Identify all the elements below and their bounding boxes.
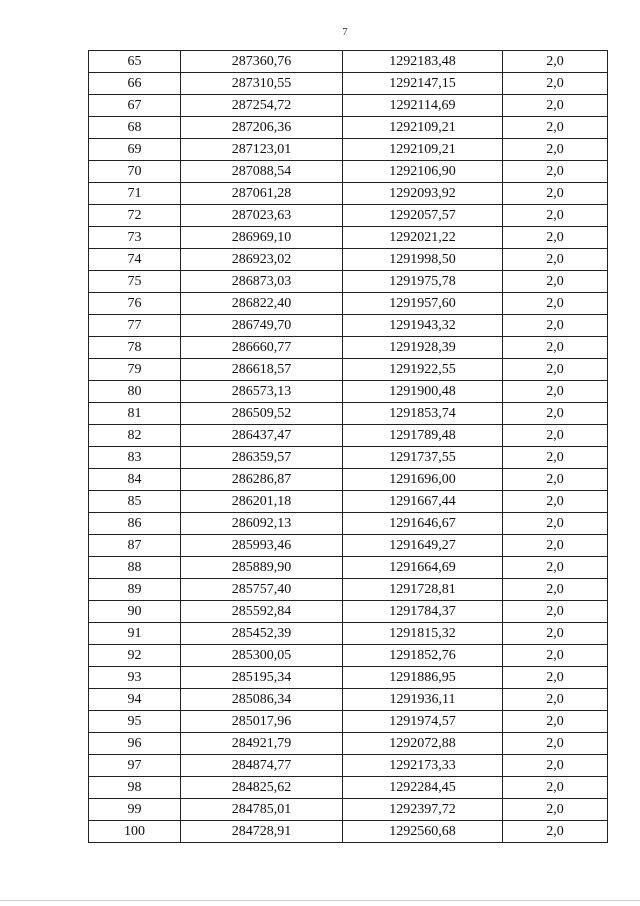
point-number-cell: 72 [89, 205, 181, 227]
x-coordinate-cell: 286873,03 [181, 271, 343, 293]
x-coordinate-cell: 287061,28 [181, 183, 343, 205]
accuracy-cell: 2,0 [503, 425, 608, 447]
table-row [89, 777, 608, 799]
accuracy-cell: 2,0 [503, 161, 608, 183]
accuracy-cell: 2,0 [503, 51, 608, 73]
x-coordinate-cell: 285017,96 [181, 711, 343, 733]
table-row [89, 469, 608, 491]
table-row [89, 733, 608, 755]
accuracy-cell: 2,0 [503, 689, 608, 711]
table-row [89, 491, 608, 513]
x-coordinate-cell: 287206,36 [181, 117, 343, 139]
y-coordinate-cell: 1291696,00 [343, 469, 503, 491]
accuracy-cell: 2,0 [503, 733, 608, 755]
accuracy-cell: 2,0 [503, 711, 608, 733]
x-coordinate-cell: 284921,79 [181, 733, 343, 755]
y-coordinate-cell: 1292183,48 [343, 51, 503, 73]
accuracy-cell: 2,0 [503, 579, 608, 601]
y-coordinate-cell: 1291936,11 [343, 689, 503, 711]
x-coordinate-cell: 287023,63 [181, 205, 343, 227]
point-number-cell: 68 [89, 117, 181, 139]
table-row [89, 667, 608, 689]
x-coordinate-cell: 284825,62 [181, 777, 343, 799]
y-coordinate-cell: 1292106,90 [343, 161, 503, 183]
y-coordinate-cell: 1292147,15 [343, 73, 503, 95]
table-row [89, 755, 608, 777]
point-number-cell: 80 [89, 381, 181, 403]
page-number: 7 [342, 26, 348, 38]
point-number-cell: 73 [89, 227, 181, 249]
table-row [89, 799, 608, 821]
point-number-cell: 81 [89, 403, 181, 425]
table-row [89, 117, 608, 139]
x-coordinate-cell: 285592,84 [181, 601, 343, 623]
y-coordinate-cell: 1291649,27 [343, 535, 503, 557]
y-coordinate-cell: 1291900,48 [343, 381, 503, 403]
y-coordinate-cell: 1291943,32 [343, 315, 503, 337]
table-row [89, 359, 608, 381]
table-row [89, 447, 608, 469]
accuracy-cell: 2,0 [503, 95, 608, 117]
accuracy-cell: 2,0 [503, 403, 608, 425]
x-coordinate-cell: 286573,13 [181, 381, 343, 403]
table-row [89, 51, 608, 73]
x-coordinate-cell: 285889,90 [181, 557, 343, 579]
table-row [89, 535, 608, 557]
point-number-cell: 90 [89, 601, 181, 623]
x-coordinate-cell: 286822,40 [181, 293, 343, 315]
y-coordinate-cell: 1291667,44 [343, 491, 503, 513]
accuracy-cell: 2,0 [503, 447, 608, 469]
y-coordinate-cell: 1292057,57 [343, 205, 503, 227]
table-row [89, 513, 608, 535]
x-coordinate-cell: 286092,13 [181, 513, 343, 535]
x-coordinate-cell: 286509,52 [181, 403, 343, 425]
y-coordinate-cell: 1292072,88 [343, 733, 503, 755]
accuracy-cell: 2,0 [503, 601, 608, 623]
point-number-cell: 69 [89, 139, 181, 161]
point-number-cell: 95 [89, 711, 181, 733]
accuracy-cell: 2,0 [503, 271, 608, 293]
table-row [89, 425, 608, 447]
y-coordinate-cell: 1291886,95 [343, 667, 503, 689]
accuracy-cell: 2,0 [503, 359, 608, 381]
y-coordinate-cell: 1292114,69 [343, 95, 503, 117]
point-number-cell: 71 [89, 183, 181, 205]
table-row [89, 73, 608, 95]
point-number-cell: 76 [89, 293, 181, 315]
accuracy-cell: 2,0 [503, 293, 608, 315]
y-coordinate-cell: 1292109,21 [343, 139, 503, 161]
table-row [89, 403, 608, 425]
point-number-cell: 75 [89, 271, 181, 293]
accuracy-cell: 2,0 [503, 249, 608, 271]
y-coordinate-cell: 1291784,37 [343, 601, 503, 623]
x-coordinate-cell: 286437,47 [181, 425, 343, 447]
accuracy-cell: 2,0 [503, 469, 608, 491]
x-coordinate-cell: 284728,91 [181, 821, 343, 843]
y-coordinate-cell: 1292397,72 [343, 799, 503, 821]
x-coordinate-cell: 286359,57 [181, 447, 343, 469]
accuracy-cell: 2,0 [503, 315, 608, 337]
accuracy-cell: 2,0 [503, 227, 608, 249]
point-number-cell: 84 [89, 469, 181, 491]
point-number-cell: 89 [89, 579, 181, 601]
y-coordinate-cell: 1292284,45 [343, 777, 503, 799]
x-coordinate-cell: 285300,05 [181, 645, 343, 667]
table-row [89, 205, 608, 227]
x-coordinate-cell: 286201,18 [181, 491, 343, 513]
table-row [89, 315, 608, 337]
accuracy-cell: 2,0 [503, 491, 608, 513]
table-row [89, 95, 608, 117]
point-number-cell: 70 [89, 161, 181, 183]
table-row [89, 601, 608, 623]
x-coordinate-cell: 287360,76 [181, 51, 343, 73]
table-row [89, 271, 608, 293]
point-number-cell: 66 [89, 73, 181, 95]
coordinates-table-body [89, 51, 608, 843]
y-coordinate-cell: 1291664,69 [343, 557, 503, 579]
accuracy-cell: 2,0 [503, 821, 608, 843]
point-number-cell: 83 [89, 447, 181, 469]
accuracy-cell: 2,0 [503, 667, 608, 689]
x-coordinate-cell: 285993,46 [181, 535, 343, 557]
point-number-cell: 100 [89, 821, 181, 843]
point-number-cell: 85 [89, 491, 181, 513]
y-coordinate-cell: 1291728,81 [343, 579, 503, 601]
point-number-cell: 87 [89, 535, 181, 557]
x-coordinate-cell: 286286,87 [181, 469, 343, 491]
x-coordinate-cell: 284874,77 [181, 755, 343, 777]
y-coordinate-cell: 1291922,55 [343, 359, 503, 381]
y-coordinate-cell: 1292021,22 [343, 227, 503, 249]
accuracy-cell: 2,0 [503, 73, 608, 95]
table-row [89, 821, 608, 843]
point-number-cell: 79 [89, 359, 181, 381]
y-coordinate-cell: 1292109,21 [343, 117, 503, 139]
accuracy-cell: 2,0 [503, 777, 608, 799]
x-coordinate-cell: 287254,72 [181, 95, 343, 117]
table-row [89, 139, 608, 161]
accuracy-cell: 2,0 [503, 645, 608, 667]
x-coordinate-cell: 286749,70 [181, 315, 343, 337]
table-row [89, 227, 608, 249]
y-coordinate-cell: 1291852,76 [343, 645, 503, 667]
y-coordinate-cell: 1291815,32 [343, 623, 503, 645]
point-number-cell: 94 [89, 689, 181, 711]
point-number-cell: 96 [89, 733, 181, 755]
y-coordinate-cell: 1291646,67 [343, 513, 503, 535]
point-number-cell: 74 [89, 249, 181, 271]
point-number-cell: 82 [89, 425, 181, 447]
accuracy-cell: 2,0 [503, 623, 608, 645]
table-row [89, 645, 608, 667]
table-row [89, 161, 608, 183]
y-coordinate-cell: 1291974,57 [343, 711, 503, 733]
table-row [89, 293, 608, 315]
table-row [89, 183, 608, 205]
point-number-cell: 86 [89, 513, 181, 535]
point-number-cell: 77 [89, 315, 181, 337]
accuracy-cell: 2,0 [503, 557, 608, 579]
x-coordinate-cell: 285195,34 [181, 667, 343, 689]
x-coordinate-cell: 287123,01 [181, 139, 343, 161]
y-coordinate-cell: 1292093,92 [343, 183, 503, 205]
y-coordinate-cell: 1292173,33 [343, 755, 503, 777]
x-coordinate-cell: 287088,54 [181, 161, 343, 183]
x-coordinate-cell: 284785,01 [181, 799, 343, 821]
accuracy-cell: 2,0 [503, 799, 608, 821]
table-row [89, 579, 608, 601]
point-number-cell: 92 [89, 645, 181, 667]
table-row [89, 711, 608, 733]
point-number-cell: 91 [89, 623, 181, 645]
point-number-cell: 65 [89, 51, 181, 73]
point-number-cell: 93 [89, 667, 181, 689]
y-coordinate-cell: 1291975,78 [343, 271, 503, 293]
coordinates-table [88, 50, 608, 843]
accuracy-cell: 2,0 [503, 139, 608, 161]
point-number-cell: 97 [89, 755, 181, 777]
y-coordinate-cell: 1291789,48 [343, 425, 503, 447]
x-coordinate-cell: 286618,57 [181, 359, 343, 381]
page-bottom-rule [0, 900, 640, 901]
accuracy-cell: 2,0 [503, 337, 608, 359]
table-row [89, 557, 608, 579]
y-coordinate-cell: 1291957,60 [343, 293, 503, 315]
table-row [89, 249, 608, 271]
point-number-cell: 99 [89, 799, 181, 821]
accuracy-cell: 2,0 [503, 205, 608, 227]
y-coordinate-cell: 1291928,39 [343, 337, 503, 359]
x-coordinate-cell: 286660,77 [181, 337, 343, 359]
accuracy-cell: 2,0 [503, 183, 608, 205]
point-number-cell: 67 [89, 95, 181, 117]
x-coordinate-cell: 287310,55 [181, 73, 343, 95]
point-number-cell: 88 [89, 557, 181, 579]
table-row [89, 623, 608, 645]
y-coordinate-cell: 1291853,74 [343, 403, 503, 425]
table-row [89, 337, 608, 359]
accuracy-cell: 2,0 [503, 535, 608, 557]
accuracy-cell: 2,0 [503, 513, 608, 535]
accuracy-cell: 2,0 [503, 117, 608, 139]
table-row [89, 689, 608, 711]
table-row [89, 381, 608, 403]
point-number-cell: 98 [89, 777, 181, 799]
x-coordinate-cell: 285086,34 [181, 689, 343, 711]
y-coordinate-cell: 1291737,55 [343, 447, 503, 469]
x-coordinate-cell: 285757,40 [181, 579, 343, 601]
accuracy-cell: 2,0 [503, 755, 608, 777]
point-number-cell: 78 [89, 337, 181, 359]
y-coordinate-cell: 1291998,50 [343, 249, 503, 271]
x-coordinate-cell: 286923,02 [181, 249, 343, 271]
accuracy-cell: 2,0 [503, 381, 608, 403]
y-coordinate-cell: 1292560,68 [343, 821, 503, 843]
x-coordinate-cell: 286969,10 [181, 227, 343, 249]
x-coordinate-cell: 285452,39 [181, 623, 343, 645]
